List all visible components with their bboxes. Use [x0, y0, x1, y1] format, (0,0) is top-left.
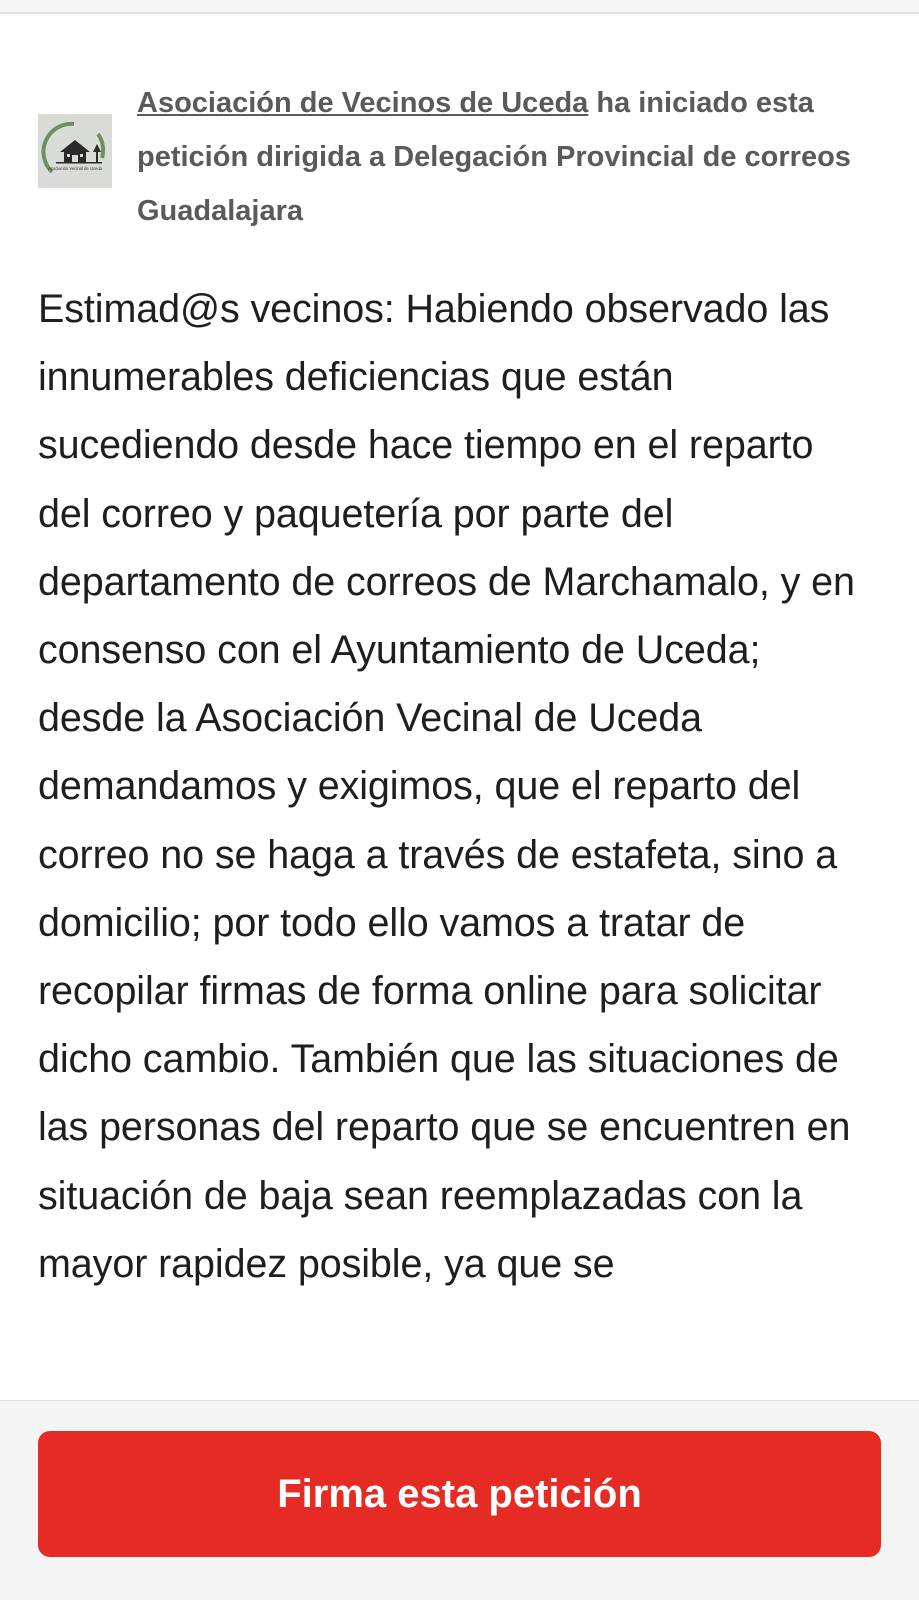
avatar-caption: Asociación Vecinal de Uceda	[47, 166, 103, 171]
sign-petition-button[interactable]: Firma esta petición	[38, 1431, 881, 1557]
sticky-footer	[0, 1400, 919, 1600]
petition-starter	[38, 76, 878, 236]
starter-statement	[137, 76, 877, 238]
starter-action-text: ha iniciado esta petición dirigida a Delegación Provincial de correos Guadalajara	[137, 87, 851, 227]
petition-description: Estimad@s vecinos: Habiendo observado las innumerables deficiencias que están sucediendo desde hace tiempo en el reparto del correo y paquetería por parte del departamento de correos de Marchamalo, y en consenso con el Ayuntamiento de Uceda; desde la Asociación Vecinal de Uceda demandamos y exigimos, que el reparto del correo no se haga a través de estafeta, sino a domicilio; por todo ello vamos a tratar de recopilar firmas de forma online para solicitar dicho cambio. También que las situaciones de las personas del reparto que se encuentren en situación de baja sean reemplazadas con la mayor rapidez posible, ya que se	[38, 287, 855, 1286]
house-logo-icon	[38, 114, 112, 188]
organization-link[interactable]: Asociación de Vecinos de Uceda	[137, 87, 589, 119]
top-divider	[0, 0, 919, 14]
organization-avatar[interactable]	[38, 114, 112, 188]
